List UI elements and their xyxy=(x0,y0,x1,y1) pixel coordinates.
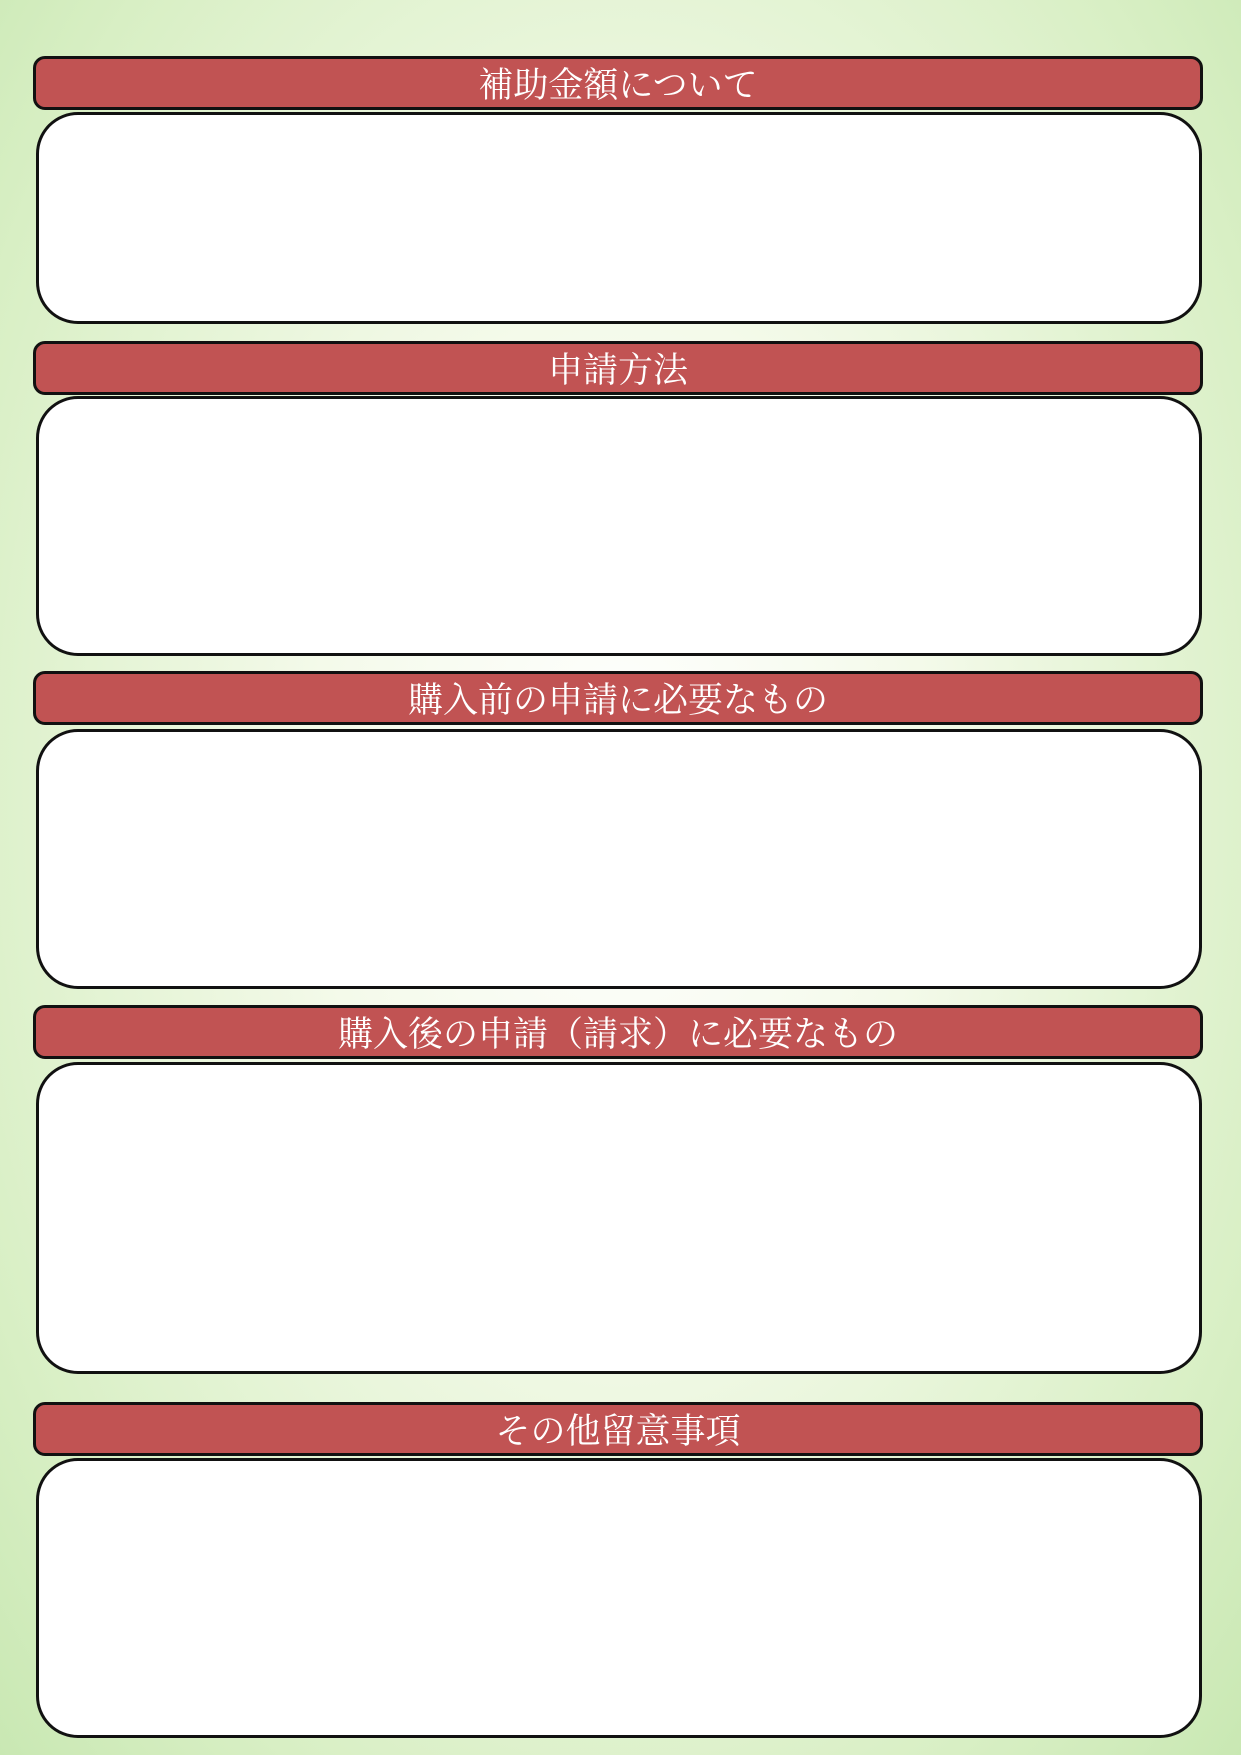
section-box-after xyxy=(36,1062,1202,1374)
section-header-amount: 補助金額について xyxy=(33,56,1203,110)
section-box-method xyxy=(36,396,1202,656)
section-header-after: 購入後の申請（請求）に必要なもの xyxy=(33,1005,1203,1059)
section-box-notes xyxy=(36,1458,1202,1738)
section-header-method: 申請方法 xyxy=(33,341,1203,395)
section-header-before: 購入前の申請に必要なもの xyxy=(33,671,1203,725)
section-header-notes: その他留意事項 xyxy=(33,1402,1203,1456)
section-box-amount xyxy=(36,112,1202,324)
section-box-before xyxy=(36,729,1202,989)
